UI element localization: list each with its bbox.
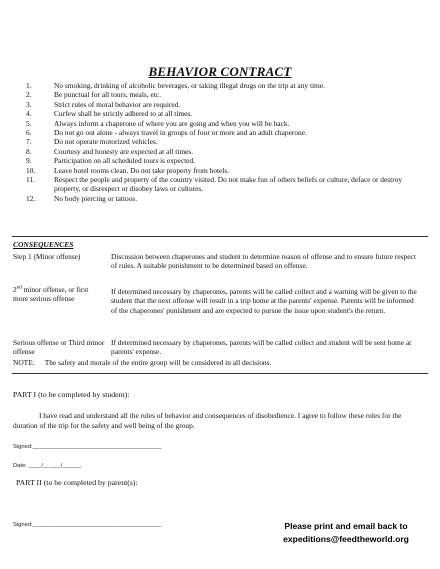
rule-item: [26, 156, 426, 165]
rule-item: [26, 175, 426, 194]
page-title: BEHAVIOR CONTRACT: [148, 64, 292, 79]
rule-text: Do not go out alone - always travel in groups of four or more and an adult chaperone.: [54, 128, 307, 138]
step2-label: [13, 285, 105, 304]
rule-text: Respect the people and property of the country visited. Do not make fun of others beliefs or culture, deface or destroy property, or disrespect or disobey laws or cultures.: [54, 175, 403, 194]
step1-description: Discussion between chaperones and student to determine reason of offense and to ensure future respect of rules. A suitable punishment to be determined based on offense.: [111, 252, 416, 271]
note: [13, 358, 423, 367]
rule-number: 5.: [26, 118, 32, 128]
rule-text: Courtesy and honesty are expected at all times.: [54, 146, 194, 156]
parent-signature-field[interactable]: Signed:________________________________________: [13, 522, 162, 528]
rule-text: Always inform a chaperone of where you are going and when you will be back.: [54, 118, 290, 128]
rule-number: 11.: [26, 175, 35, 185]
agreement-text: [13, 411, 423, 431]
rule-item: [26, 81, 426, 90]
rule-number: 12.: [26, 193, 36, 203]
divider-bottom: [12, 373, 428, 374]
rule-item: [26, 194, 426, 203]
rule-text: No body piercing or tattoos.: [54, 193, 138, 203]
rule-number: 10.: [26, 165, 36, 175]
step2-label-post: minor offense, or first more serious offense: [13, 285, 89, 304]
rule-text: Participation on all scheduled tours is expected.: [54, 156, 195, 166]
rule-item: [26, 100, 426, 109]
email-line1: Please print and email back to: [284, 521, 408, 531]
rule-item: [26, 90, 426, 99]
rule-text: No smoking, drinking of alcoholic beverages, or taking illegal drugs on the trip at any time.: [54, 81, 325, 90]
rule-number: 3.: [26, 99, 32, 109]
rule-item: [26, 128, 426, 137]
rule-number: 7.: [26, 137, 32, 147]
rules-list: [26, 81, 426, 203]
rule-item: [26, 147, 426, 156]
rule-text: Strict rules of moral behavior are required.: [54, 99, 181, 109]
step3-label: Serious offense or Third minor offense: [13, 338, 105, 357]
rule-item: [26, 166, 426, 175]
rule-item: [26, 137, 426, 146]
rule-text: Leave hotel rooms clean. Do not take property from hotels.: [54, 165, 230, 175]
email-address[interactable]: expeditions@feedtheworld.org: [283, 534, 409, 544]
consequences-heading: CONSEQUENCES: [13, 240, 74, 249]
step3-description: If determined necessary by chaperones, parents will be called collect and student will be sent home at parents' expense.: [111, 338, 412, 357]
rule-text: Curfew shall be strictly adhered to at all times.: [54, 109, 193, 119]
rule-number: 9.: [26, 156, 32, 166]
rule-number: 2.: [26, 90, 32, 100]
divider-top: [12, 236, 428, 237]
student-signature-field[interactable]: Signed:________________________________________: [13, 444, 162, 450]
step2-label-sup: nd: [16, 285, 22, 291]
part2-heading: PART II (to be completed by parent(s):: [16, 478, 138, 487]
email-instructions: [266, 520, 426, 546]
rule-number: 1.: [26, 81, 32, 90]
rule-text: Be punctual for all tours, meals, etc.: [54, 90, 161, 100]
note-text: The safety and morale of the entire group will be considered in all decisions.: [44, 358, 272, 367]
note-key: NOTE:: [13, 358, 35, 367]
rule-item: [26, 109, 426, 118]
step1-label: Step 1 (Minor offense): [13, 252, 81, 261]
step2-description: If determined necessary by chaperones, parents will be called collect and a warning will be given to the student that the next offense will result in a trip home at the parents' expense. Parents will be informed of the chaperones' punishment and are expected to pursue the issue upon student's the return.: [111, 287, 417, 315]
part1-heading: PART I (to be completed by student):: [13, 390, 130, 399]
rule-item: [26, 119, 426, 128]
rule-number: 4.: [26, 109, 32, 119]
step2-label-pre: 2: [13, 285, 17, 294]
agreement-body: I have read and understand all the rules of behavior and consequences of disobedience. I agree to follow these rules for the duration of the trip for the safety and well being of the group.: [13, 411, 402, 430]
rule-number: 8.: [26, 146, 32, 156]
rule-number: 6.: [26, 128, 32, 138]
date-field[interactable]: Date: ____/__ ___/______: [13, 463, 82, 469]
rule-text: Do not operate motorized vehicles.: [54, 137, 158, 147]
